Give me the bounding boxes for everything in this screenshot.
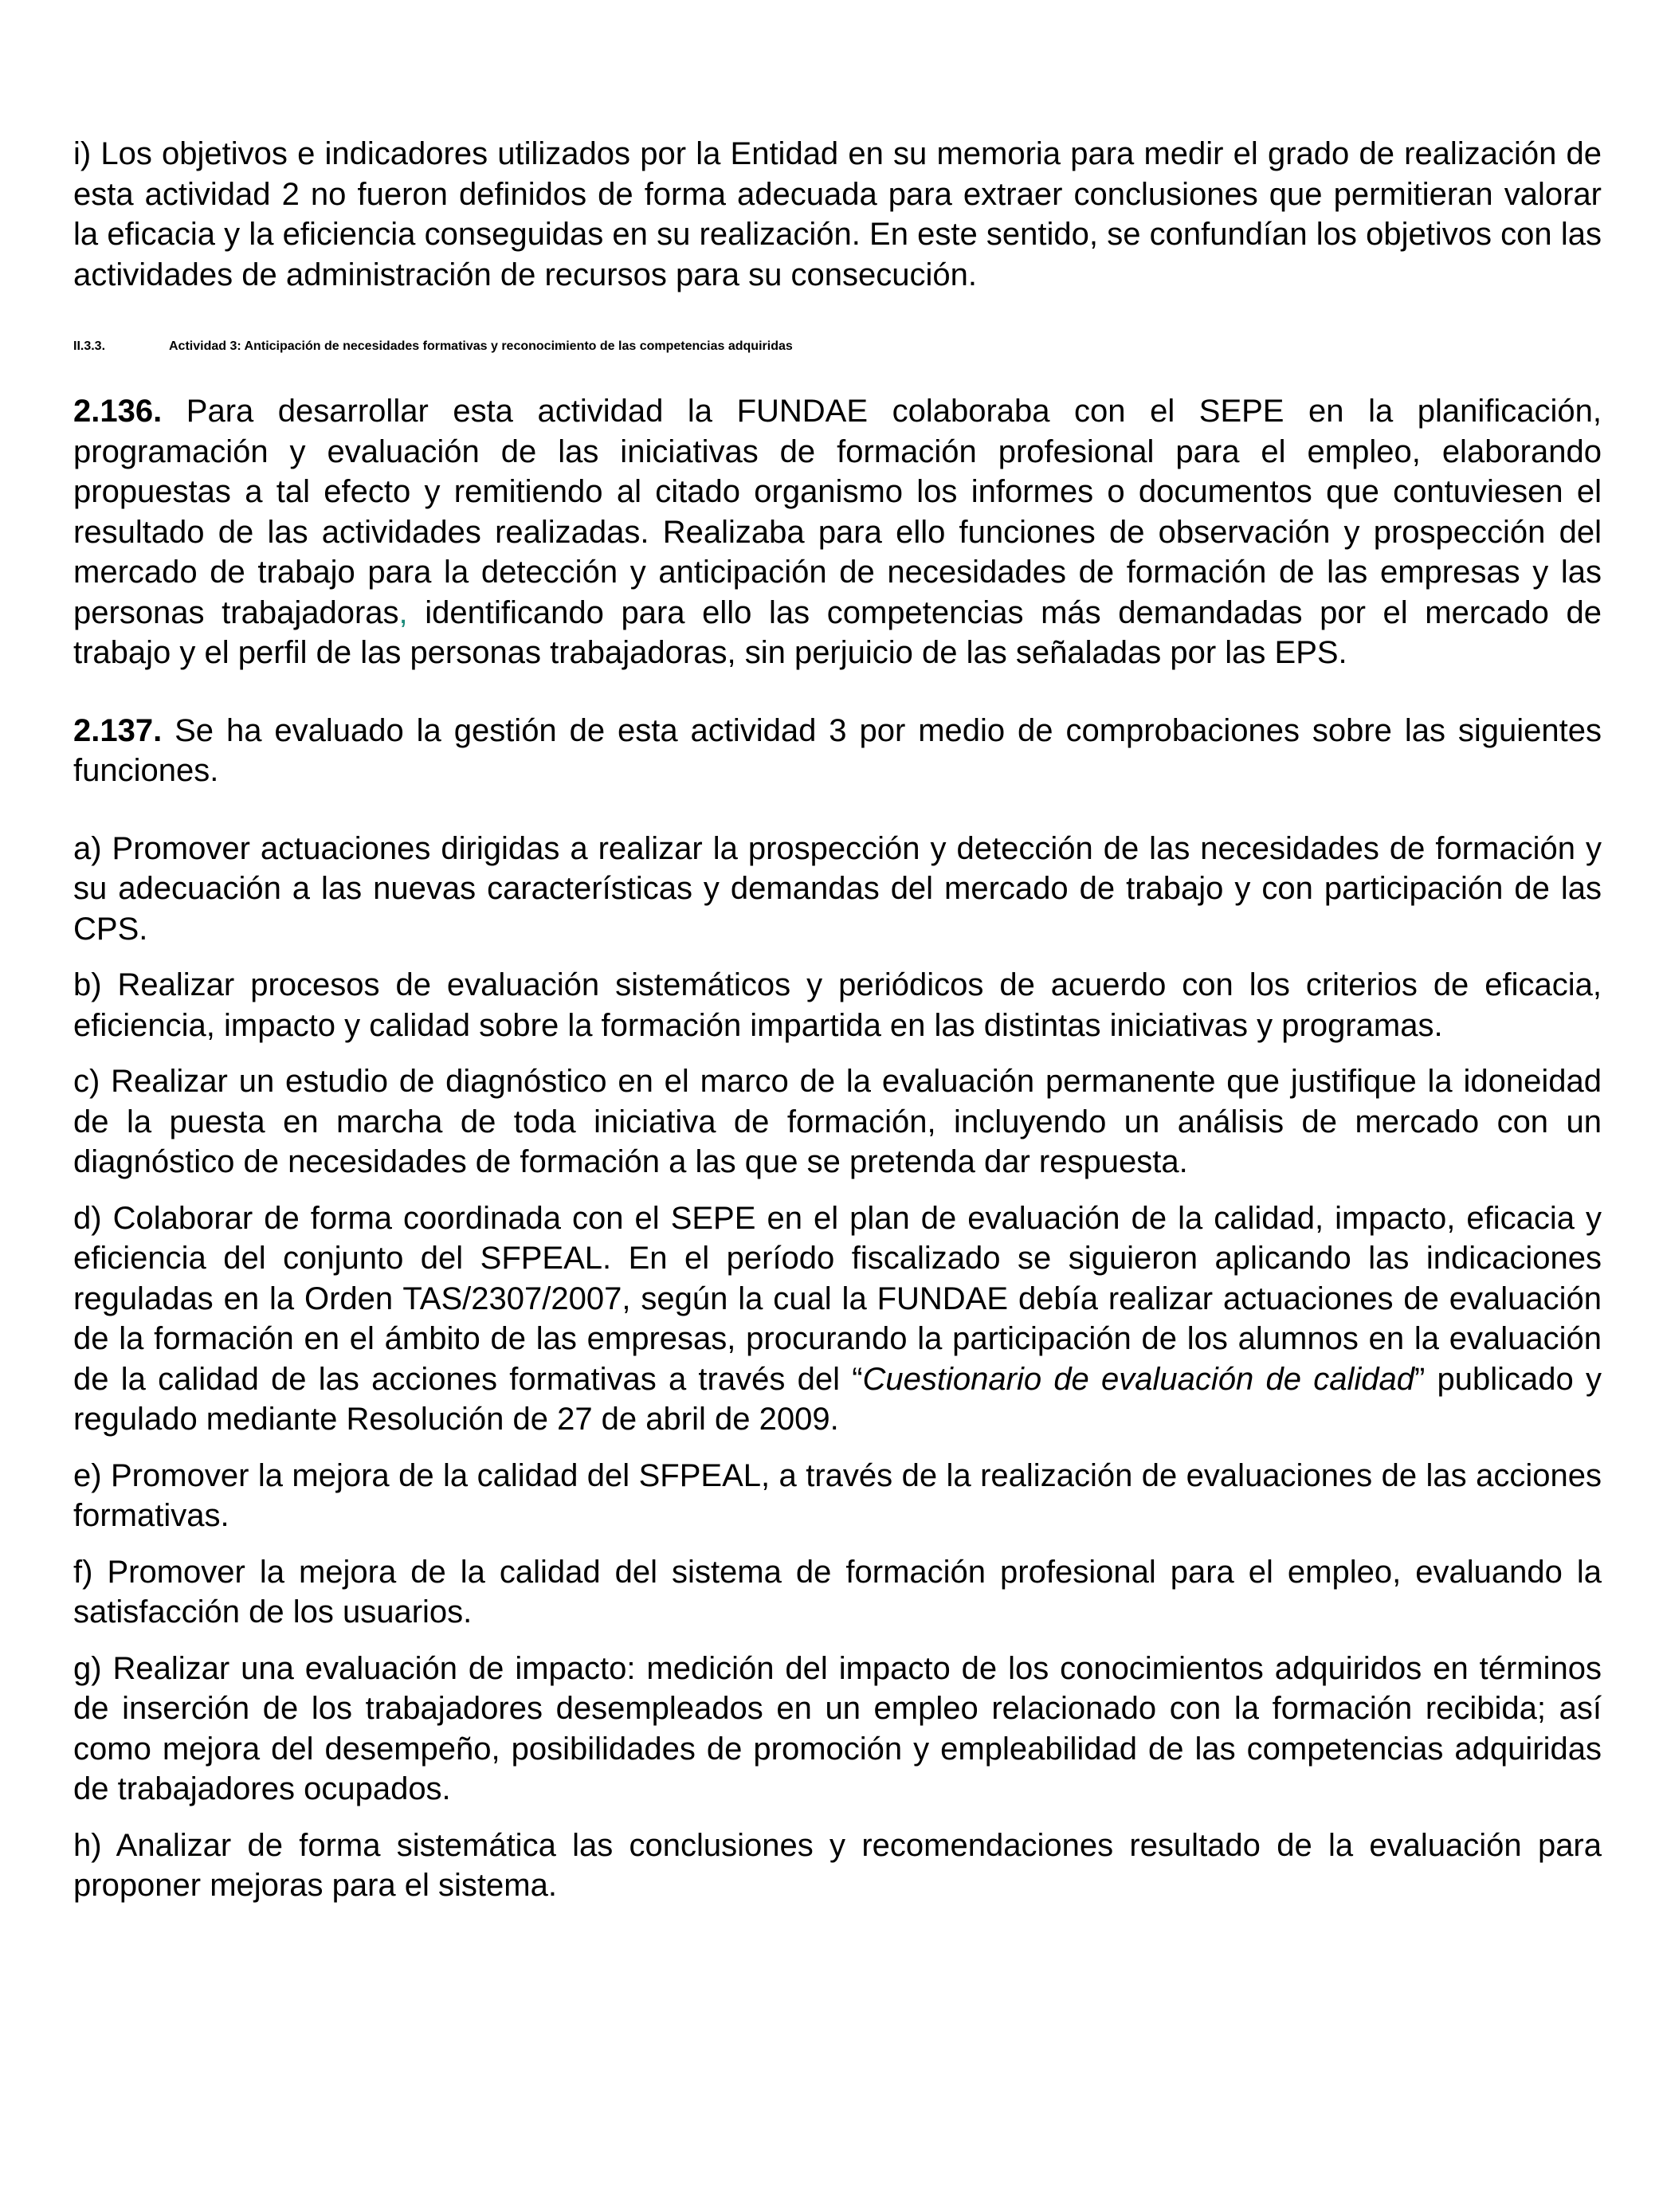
list-item-g: g) Realizar una evaluación de impacto: medición del impacto de los conocimientos adquiridos en términos de inserción de los trabajadores desempleados en un empleo relacionado con la formación recibida; así como mejora del desempeño, posibilidades de promoción y empleabilidad de las competencias adquiridas de trabajadores ocupados.: [73, 1650, 1602, 1806]
list-item-f: f) Promover la mejora de la calidad del sistema de formación profesional para el empleo, evaluando la satisfacción de los usuarios.: [73, 1554, 1602, 1630]
paragraph-text: identificando para ello las competencias más demandadas por el mercado de trabajo y el perfil de las personas trabajadoras, sin perjuicio de las señaladas por las EPS.: [73, 594, 1602, 670]
list-item-b: b) Realizar procesos de evaluación sistemáticos y periódicos de acuerdo con los criterios de eficacia, eficiencia, impacto y calidad sobre la formación impartida en las distintas iniciativas y programas.: [73, 967, 1602, 1043]
paragraph-text: Se ha evaluado la gestión de esta actividad 3 por medio de comprobaciones sobre las siguientes funciones.: [73, 712, 1602, 788]
paragraph-comma: ,: [398, 594, 408, 630]
paragraph-number: 2.137.: [73, 712, 163, 748]
paragraph-number: 2.136.: [73, 394, 163, 429]
paragraph-text: Para desarrollar esta actividad la FUNDAE colaboraba con el SEPE en la planificación, programación y evaluación de las iniciativas de formación profesional para el empleo, elaborando propuestas a tal efecto y remitiendo al citado organismo los informes o documentos que contuviesen el resultado de las actividades realizadas. Realizaba para ello funciones de observación y prospección del mercado de trabajo para la detección y anticipación de necesidades de formación de las empresas y las personas trabajadoras: [73, 394, 1602, 630]
list-item-c: c) Realizar un estudio de diagnóstico en el marco de la evaluación permanente que justifique la idoneidad de la puesta en marcha de toda iniciativa de formación, incluyendo un análisis de mercado con un diagnóstico de necesidades de formación a las que se pretenda dar respuesta.: [73, 1064, 1602, 1179]
list-item-text: d) Colaborar de forma coordinada con el SEPE en el plan de evaluación de la calidad, impacto, eficacia y eficiencia del conjunto del SFPEAL. En el período fiscalizado se siguieron aplicando las indicaciones reguladas en la Orden TAS/2307/2007, según la cual la FUNDAE debía realizar actuaciones de evaluación de la formación en el ámbito de las empresas, procurando la participación de los alumnos en la evaluación de la calidad de las acciones formativas a través del “: [73, 1200, 1602, 1397]
list-item-e: e) Promover la mejora de la calidad del SFPEAL, a través de la realización de evaluaciones de las acciones formativas.: [73, 1457, 1602, 1533]
paragraph-2-137: [73, 711, 1602, 791]
section-heading-title: Actividad 3: Anticipación de necesidades formativas y reconocimiento de las competencias adquiridas: [169, 339, 793, 353]
list-item-d: [73, 1198, 1602, 1440]
section-heading: [73, 339, 1602, 354]
document-page: [73, 134, 1602, 1906]
section-heading-number: II.3.3.: [73, 339, 106, 353]
list-item-h: h) Analizar de forma sistemática las conclusiones y recomendaciones resultado de la evaluación para proponer mejoras para el sistema.: [73, 1827, 1602, 1903]
paragraph-i: i) Los objetivos e indicadores utilizados por la Entidad en su memoria para medir el grado de realización de esta actividad 2 no fueron definidos de forma adecuada para extraer conclusiones que permitieran valorar la eficacia y la eficiencia conseguidas en su realización. En este sentido, se confundían los objetivos con las actividades de administración de recursos para su consecución.: [73, 136, 1602, 292]
paragraph-2-136: [73, 391, 1602, 673]
list-item-text: ” publicado y regulado mediante Resolución de 27 de abril de 2009.: [73, 1361, 1602, 1437]
list-item-a: a) Promover actuaciones dirigidas a realizar la prospección y detección de las necesidades de formación y su adecuación a las nuevas características y demandas del mercado de trabajo y con participación de las CPS.: [73, 830, 1602, 947]
questionnaire-title: Cuestionario de evaluación de calidad: [862, 1361, 1414, 1397]
